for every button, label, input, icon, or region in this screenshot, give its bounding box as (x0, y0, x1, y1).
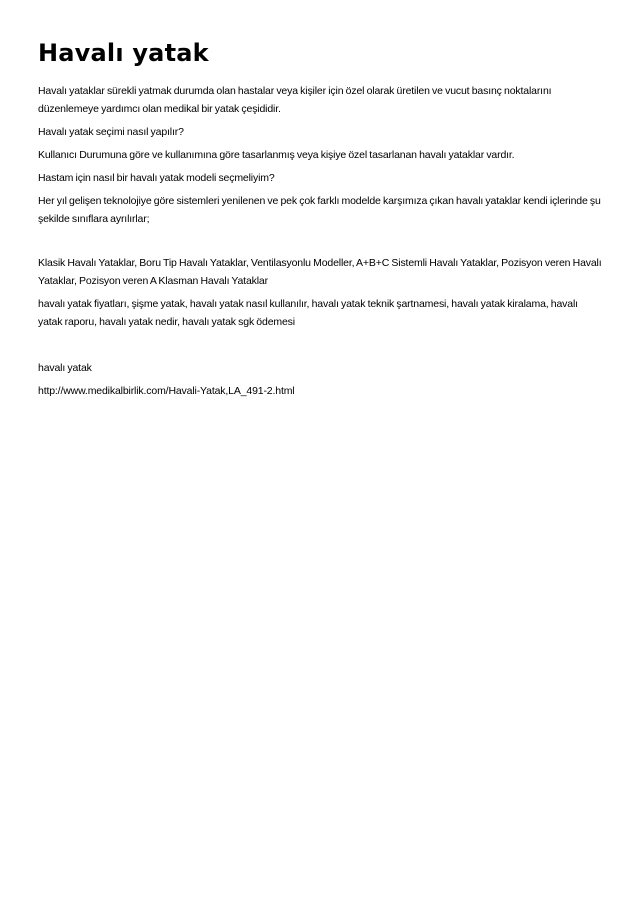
source-url-paragraph (38, 382, 604, 400)
document-page (38, 38, 604, 400)
answer-model: Her yıl gelişen teknolojiye göre sistemleri yenilenen ve pek çok farklı modelde karşımıza çıkan havalı yataklar kendi içlerinde şu şekilde sınıflara ayrılırlar; (38, 195, 601, 225)
question-model: Hastam için nasıl bir havalı yatak modeli seçmeliyim? (38, 172, 275, 184)
answer-selection: Kullanıcı Durumuna göre ve kullanımına göre tasarlanmış veya kişiye özel tasarlanan havalı yataklar vardır. (38, 149, 515, 161)
source-url-link[interactable]: http://www.medikalbirlik.com/Havali-Yatak,LA_491-2.html (38, 385, 295, 397)
types-paragraph: Klasik Havalı Yataklar, Boru Tip Havalı Yataklar, Ventilasyonlu Modeller, A+B+C Sistemli Havalı Yataklar, Pozisyon veren Havalı Yataklar, Pozisyon veren A Klasman Havalı Yataklar (38, 257, 602, 287)
page-title: Havalı yatak (38, 39, 209, 67)
tags-paragraph: havalı yatak fiyatları, şişme yatak, havalı yatak nasıl kullanılır, havalı yatak teknik şartnamesi, havalı yatak kiralama, havalı yatak raporu, havalı yatak nedir, havalı yatak sgk ödemesi (38, 298, 578, 328)
question-selection: Havalı yatak seçimi nasıl yapılır? (38, 126, 184, 138)
intro-paragraph: Havalı yataklar sürekli yatmak durumda olan hastalar veya kişiler için özel olarak üretilen ve vucut basınç noktalarını düzenlemeye yardımcı olan medikal bir yatak çeşididir. (38, 85, 552, 115)
keyword-text: havalı yatak (38, 362, 92, 374)
